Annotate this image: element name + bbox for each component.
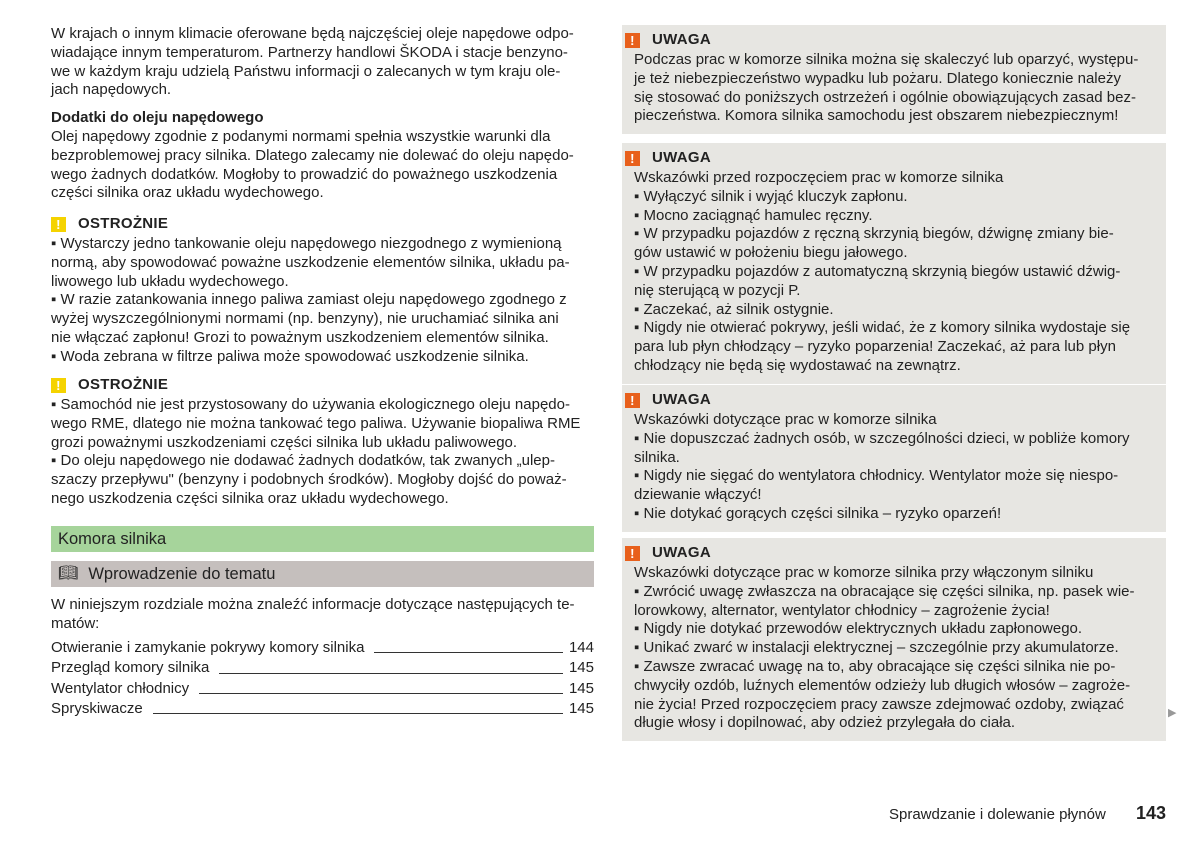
warning-box [622,25,1166,134]
text-line: ▪ Nie dotykać gorących części silnika – ryzyko oparzeń! [634,504,1002,522]
text-line: nię sterującą w pozycji P. [634,281,801,299]
text-line: gów ustawić w położeniu biegu jałowego. [634,244,908,262]
toc-page: 145 [568,659,594,677]
text-line: ▪ Zwrócić uwagę zwłaszcza na obracające się części silnika, np. pasek wie- [634,582,1135,600]
caution-notice [51,374,580,509]
toc-label[interactable]: Wentylator chłodnicy [51,679,190,697]
toc-label[interactable]: Spryskiwacze [51,699,143,717]
intro-paragraph [51,25,574,100]
toc-page: 145 [568,699,594,717]
warning-title: UWAGA [652,149,711,166]
toc-page: 145 [568,679,594,697]
caution-notice [51,213,570,367]
text-line: nie życia! Przed rozpoczęciem pracy zawsze zdejmować ozdoby, związać [634,695,1124,713]
toc-entry[interactable] [51,699,594,719]
text-line: silnika. [634,448,680,466]
subsection-label: Wprowadzenie do tematu [88,565,276,583]
text-line: lorowkowy, alternator, wentylator chłodnicy – zagrożenie życia! [634,601,1050,619]
caution-title: OSTROŻNIE [78,215,169,232]
warning-box [622,538,1166,741]
text-line: ▪ Wystarczy jedno tankowanie oleju napędowego niezgodnego z wymienioną [51,235,562,252]
text-line: we w każdym kraju udzielą Państwu informacji o zalecanych w tym kraju ole- [51,62,561,80]
text-line: bezproblemowej pracy silnika. Dlatego zalecamy nie dolewać do oleju napędo- [51,146,574,164]
text-line: ▪ Nigdy nie dotykać przewodów elektrycznych układu zapłonowego. [634,620,1083,638]
text-line: ▪ W przypadku pojazdów z automatyczną skrzynią biegów ustawić dźwig- [634,262,1121,280]
text-line: ▪ Woda zebrana w filtrze paliwa może spowodować uszkodzenie silnika. [51,347,529,365]
toc-entry[interactable] [51,638,594,658]
text-line: Podczas prac w komorze silnika można się skaleczyć lub oparzyć, występu- [634,51,1139,68]
warning-icon: ! [625,546,640,561]
text-line: nie włączać zapłonu! Grozi to poważnym uszkodzeniem elementów silnika. [51,328,549,346]
toc-page: 144 [568,639,594,656]
toc-leader [374,652,563,653]
text-line: ▪ Nigdy nie sięgać do wentylatora chłodnicy. Wentylator może się niespo- [634,467,1119,485]
caution-title: OSTROŻNIE [78,376,169,393]
text-line: ▪ Samochód nie jest przystosowany do używania ekologicznego oleju napędo- [51,396,570,413]
footer-chapter: Sprawdzanie i dolewanie płynów [889,806,1106,823]
exclamation-icon: ! [51,378,66,393]
text-line: ▪ W razie zatankowania innego paliwa zamiast oleju napędowego zgodnego z [51,291,567,309]
toc-label[interactable]: Otwieranie i zamykanie pokrywy komory silnika [51,639,365,656]
text-line: ▪ Zawsze zwracać uwagę na to, aby obracające się części silnika nie po- [634,657,1116,675]
text-line: nego uszkodzenia części silnika oraz układu wydechowego. [51,489,449,507]
exclamation-icon: ! [51,217,66,232]
text-line: matów: [51,614,100,632]
text-line: para lub płyn chłodzący – ryzyko poparzenia! Zaczekać, aż para lub płyn [634,338,1116,356]
text-line: Wskazówki przed rozpoczęciem prac w komorze silnika [634,169,1004,186]
warning-icon: ! [625,393,640,408]
toc-entry[interactable] [51,658,594,678]
text-line: ▪ Mocno zaciągnąć hamulec ręczny. [634,206,873,224]
text-line: Wskazówki dotyczące prac w komorze silnika [634,411,937,428]
toc-leader [219,673,563,674]
text-line: wiadające innym temperaturom. Partnerzy handlowi ŠKODA i stacje benzyno- [51,43,568,61]
additives-paragraph [51,128,574,203]
toc-label[interactable]: Przegląd komory silnika [51,659,210,677]
toc-entry[interactable] [51,679,594,699]
subsection-title [51,561,594,587]
text-line: ▪ W przypadku pojazdów z ręczną skrzynią biegów, dźwignę zmiany bie- [634,225,1114,243]
text-line: chwyciły ozdób, luźnych elementów odzieży lub długich włosów – zagroże- [634,676,1131,694]
warning-title: UWAGA [652,31,711,48]
warning-box [622,143,1166,384]
text-line: wyżej wyszczególnionymi normami (np. benzyny), nie uruchamiać silnika ani [51,310,559,328]
book-icon: 📖︎ [58,565,79,582]
text-line: je też niebezpieczeństwo wypadku lub pożaru. Dlatego koniecznie należy [634,69,1121,87]
warning-body [622,169,1166,376]
text-line: chłodzący nie będą się wydostawać na zewnątrz. [634,356,961,374]
warning-box [622,385,1166,532]
warning-icon: ! [625,33,640,48]
caution-body [51,396,580,509]
warning-title: UWAGA [652,391,711,408]
text-line: Wskazówki dotyczące prac w komorze silnika przy włączonym silniku [634,564,1094,581]
text-line: ▪ Nigdy nie otwierać pokrywy, jeśli widać, że z komory silnika wydostaje się [634,319,1131,337]
warning-title: UWAGA [652,544,711,561]
text-line: Olej napędowy zgodnie z podanymi normami spełnia wszystkie warunki dla [51,128,551,145]
text-line: dziewanie włączyć! [634,486,762,504]
text-line: części silnika oraz układu wydechowego. [51,184,324,202]
text-line: pieczeństwa. Komora silnika samochodu jest obszarem niebezpiecznym! [634,107,1119,125]
text-line: ▪ Do oleju napędowego nie dodawać żadnych dodatków, tak zwanych „ulep- [51,452,555,470]
text-line: grozi poważnymi uszkodzeniami części silnika lub układu paliwowego. [51,433,518,451]
warning-body [622,51,1166,126]
continue-arrow-icon: ▶ [1168,707,1177,719]
text-line: wego RME, dlatego nie można tankować tego paliwa. Używanie biopaliwa RME [51,414,581,432]
text-line: ▪ Zaczekać, aż silnik ostygnie. [634,300,834,318]
warning-body [622,564,1166,733]
toc-leader [199,693,563,694]
text-line: W niniejszym rozdziale można znaleźć informacje dotyczące następujących te- [51,596,575,613]
text-line: normą, aby spowodować poważne uszkodzenie elementów silnika, układu pa- [51,253,570,271]
text-line: W krajach o innym klimacie oferowane będą najczęściej oleje napędowe odpo- [51,25,574,42]
additives-heading: Dodatki do oleju napędowego [51,109,264,126]
text-line: liwowego lub układu wydechowego. [51,272,289,290]
text-line: ▪ Nie dopuszczać żadnych osób, w szczególności dzieci, w pobliże komory [634,429,1130,447]
text-line: długie włosy i dopilnować, aby odzież przylegała do ciała. [634,714,1016,732]
section-title: Komora silnika [51,526,594,552]
text-line: wego żadnych dodatków. Mogłoby to prowadzić do poważnego uszkodzenia [51,165,558,183]
toc-intro [51,596,575,634]
warning-body [622,411,1166,524]
caution-body [51,235,570,367]
text-line: szaczy przepływu" (benzyny i podobnych środków). Mogłoby dojść do poważ- [51,471,567,489]
text-line: ▪ Unikać zwarć w instalacji elektrycznej – szczególnie przy akumulatorze. [634,639,1119,657]
warning-icon: ! [625,151,640,166]
text-line: jach napędowych. [51,81,172,99]
text-line: ▪ Wyłączyć silnik i wyjąć kluczyk zapłonu. [634,187,908,205]
page-number: 143 [1136,803,1167,823]
toc-leader [153,713,563,714]
text-line: się stosować do poniższych ostrzeżeń i ogólnie obowiązujących zasad bez- [634,88,1136,106]
table-of-contents [51,638,594,719]
